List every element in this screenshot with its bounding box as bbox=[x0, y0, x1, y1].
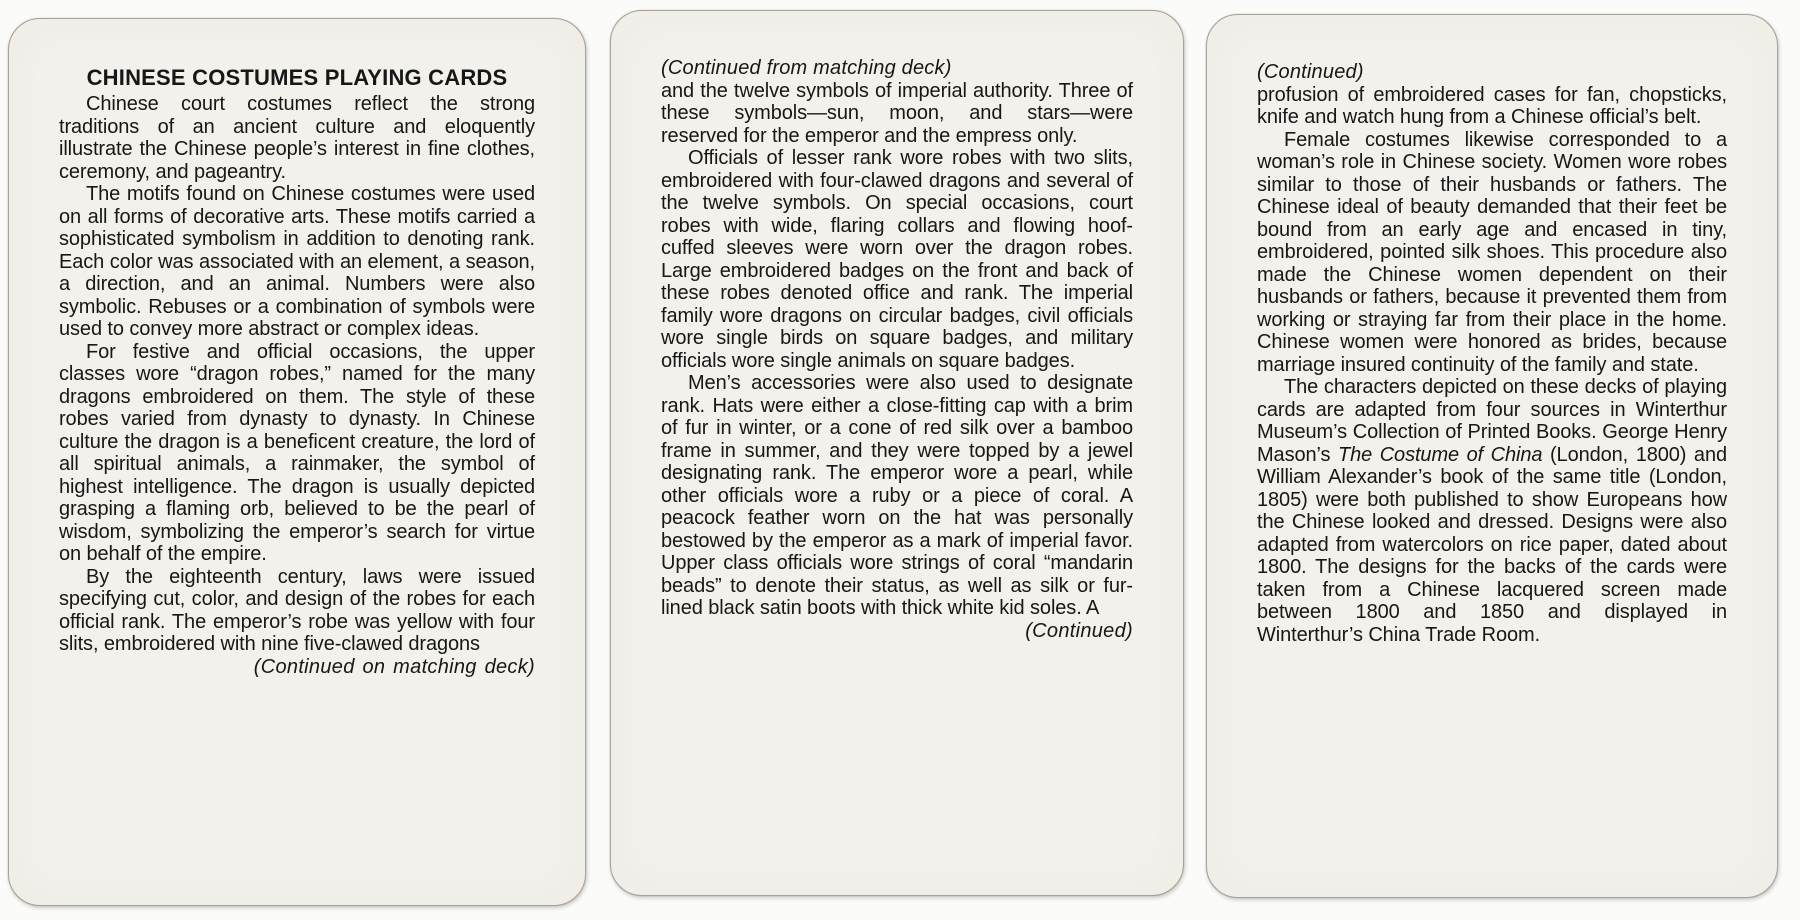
info-card-3 bbox=[1206, 14, 1778, 898]
paragraph: By the eighteenth century, laws were issued specifying cut, color, and design of the robes for each official rank. The emperor’s robe was yellow with four slits, embroidered with nine five-clawed dragons bbox=[59, 565, 535, 655]
card-body bbox=[59, 93, 535, 656]
paragraph: Chinese court costumes reflect the strong traditions of an ancient culture and eloquently illustrate the Chinese people’s interest in fine clothes, ceremony, and pageantry. bbox=[59, 93, 535, 183]
paragraph: For festive and official occasions, the upper classes wore “dragon robes,” named for the many dragons embroidered on them. The style of these robes varied from dynasty to dynasty. In Chinese culture the dragon is a beneficent creature, the lord of all spiritual animals, a rainmaker, the symbol of highest intelligence. The dragon is usually depicted grasping a flaming orb, believed to be the pearl of wisdom, symbolizing the emperor’s search for virtue on behalf of the empire. bbox=[59, 340, 535, 565]
paragraph: Female costumes likewise corresponded to a woman’s role in Chinese society. Women wore robes similar to those of their husbands or fathers. The Chinese ideal of beauty demanded that their feet be bound from an early age and encased in tiny, embroidered, pointed silk shoes. This procedure also made the Chinese women dependent on their husbands or fathers, because it prevented them from working or straying far from their place in the home. Chinese women were honored as brides, because marriage insured continuity of the family and state. bbox=[1257, 128, 1727, 376]
info-card-2 bbox=[610, 10, 1184, 896]
continuation-footer: (Continued) bbox=[1025, 619, 1133, 642]
paragraph: Men’s accessories were also used to designate rank. Hats were either a close-fitting cap with a brim of fur in winter, or a cone of red silk over a bamboo frame in summer, and they were topped by a jewel designating rank. The emperor wore a pearl, while other officials wore a ruby or a piece of coral. A peacock feather worn on the hat was personally bestowed by the emperor as a mark of imperial favor. Upper class officials wore strings of coral “mandarin beads” to denote their status, as well as silk or fur-lined black satin boots with thick white kid soles. A bbox=[661, 372, 1133, 619]
paragraph: profusion of embroidered cases for fan, chopsticks, knife and watch hung from a Chinese official’s belt. bbox=[1257, 83, 1727, 128]
paragraph: Officials of lesser rank wore robes with two slits, embroidered with four-clawed dragons and several of the twelve symbols. On special occasions, court robes with wide, flaring collars and flowing hoof-cuffed sleeves were worn over the dragon robes. Large embroidered badges on the front and back of these robes denoted office and rank. The imperial family wore dragons on circular badges, civil officials wore single birds on square badges, and military officials wore single animals on square badges. bbox=[661, 147, 1133, 372]
paragraph: and the twelve symbols of imperial authority. Three of these symbols—sun, moon, and stars—were reserved for the emperor and the empress only. bbox=[661, 79, 1133, 147]
continuation-footer: (Continued on matching deck) bbox=[253, 655, 535, 678]
card-body bbox=[661, 80, 1133, 620]
info-card-1 bbox=[8, 18, 586, 906]
card-title: CHINESE COSTUMES PLAYING CARDS bbox=[86, 65, 508, 90]
continuation-header: (Continued from matching deck) bbox=[661, 57, 952, 79]
continuation-header: (Continued) bbox=[1257, 61, 1364, 83]
paragraph: The characters depicted on these decks of playing cards are adapted from four sources in Winterthur Museum’s Collection of Printed Books. George Henry Mason’s The Costume of China (London, 1800) and William Alexander’s book of the same title (London, 1805) were both published to show Europeans how the Chinese looked and dressed. Designs were also adapted from watercolors on rice paper, dated about 1800. The designs for the backs of the cards were taken from a Chinese lacquered screen made between 1800 and 1850 and displayed in Winterthur’s China Trade Room. bbox=[1257, 376, 1727, 646]
card-body bbox=[1257, 84, 1727, 647]
paragraph: The motifs found on Chinese costumes were used on all forms of decorative arts. These motifs carried a sophisticated symbolism in addition to denoting rank. Each color was associated with an element, a season, a direction, and an animal. Numbers were also symbolic. Rebuses or a combination of symbols were used to convey more abstract or complex ideas. bbox=[59, 183, 535, 340]
